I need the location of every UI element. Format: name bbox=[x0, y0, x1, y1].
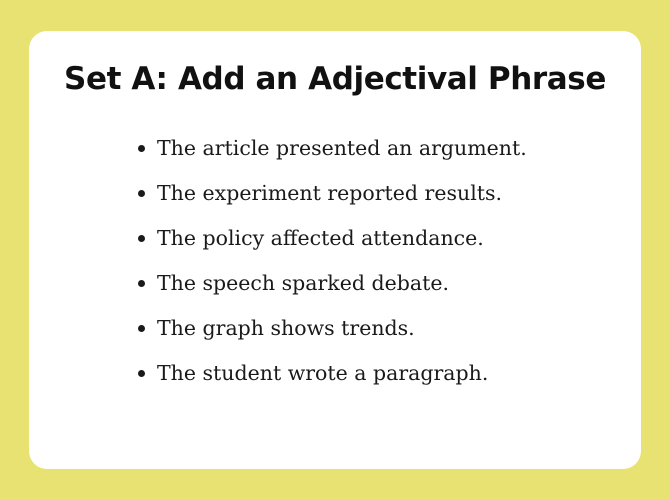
list-item bbox=[135, 180, 527, 225]
list-item-text: The policy affected attendance. bbox=[157, 226, 484, 250]
bullet-icon bbox=[138, 190, 145, 197]
list-item-text: The article presented an argument. bbox=[157, 136, 527, 160]
list-item-text: The graph shows trends. bbox=[157, 316, 415, 340]
content-card bbox=[29, 31, 641, 469]
list-item bbox=[135, 135, 527, 180]
list-item bbox=[135, 225, 527, 270]
list-item bbox=[135, 360, 527, 405]
bullet-icon bbox=[138, 145, 145, 152]
list-item-text: The student wrote a paragraph. bbox=[157, 361, 489, 385]
page-title: Set A: Add an Adjectival Phrase bbox=[64, 61, 606, 97]
list-item bbox=[135, 315, 527, 360]
sentence-list bbox=[135, 135, 527, 405]
bullet-icon bbox=[138, 280, 145, 287]
bullet-icon bbox=[138, 370, 145, 377]
bullet-icon bbox=[138, 235, 145, 242]
bullet-icon bbox=[138, 325, 145, 332]
list-item-text: The speech sparked debate. bbox=[157, 271, 449, 295]
list-item-text: The experiment reported results. bbox=[157, 181, 503, 205]
list-item bbox=[135, 270, 527, 315]
